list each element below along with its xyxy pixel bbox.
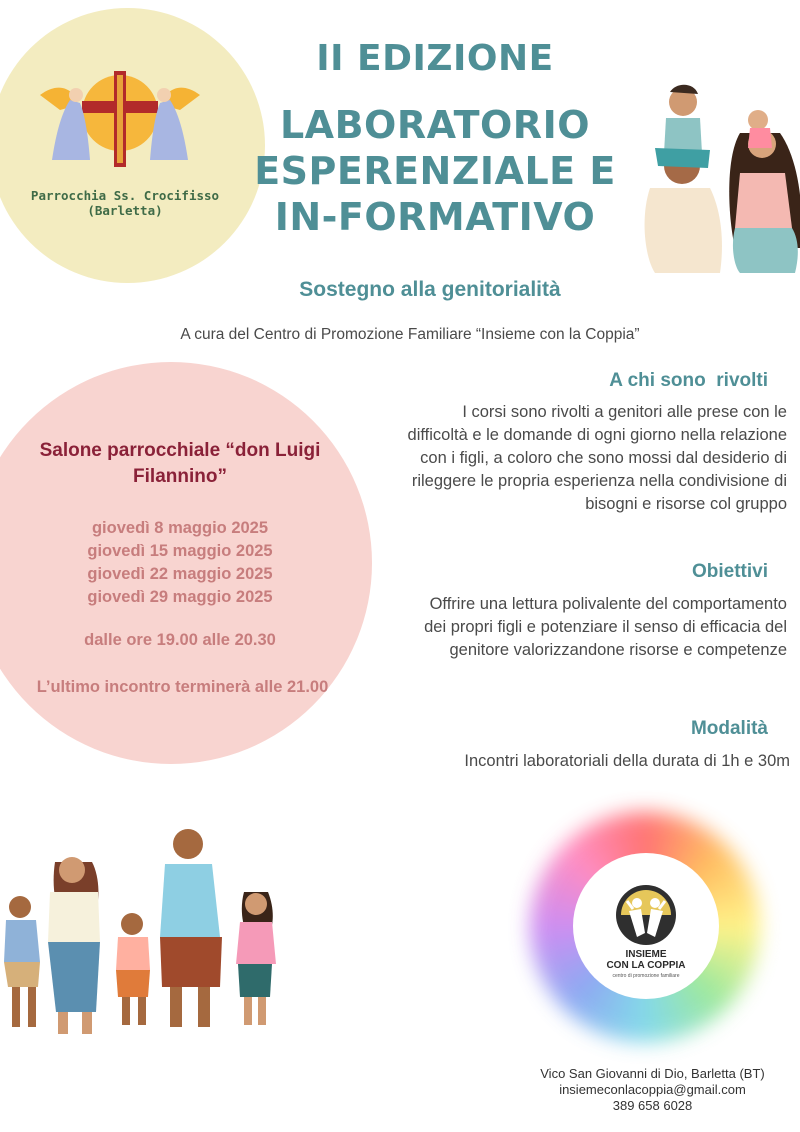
family-illustration-top bbox=[610, 78, 800, 273]
organization-name-line2: CON LA COPPIA bbox=[606, 960, 686, 971]
edition-title: II EDIZIONE bbox=[316, 38, 554, 79]
organization-tagline: centro di promozione familiare bbox=[612, 973, 680, 979]
mode-text: Incontri laboratoriali della durata di 1h e 30m bbox=[464, 752, 790, 770]
date-item: giovedì 15 maggio 2025 bbox=[87, 542, 273, 560]
organization-name-line1: INSIEME bbox=[625, 949, 667, 960]
family-illustration-bottom bbox=[0, 822, 300, 1044]
main-title-line3: IN-FORMATIVO bbox=[274, 195, 596, 239]
goals-text: Offrire una lettura polivalente del comportamento dei propri figli e potenziare il senso di efficacia del genitore valorizzandone risorse e competenze bbox=[424, 595, 787, 659]
main-title-line2: ESPERENZIALE E bbox=[254, 149, 616, 193]
people-logo-icon bbox=[613, 883, 679, 947]
date-item: giovedì 8 maggio 2025 bbox=[91, 519, 269, 537]
last-meeting-note: L’ultimo incontro terminerà alle 21.00 bbox=[36, 678, 329, 696]
curated-by: A cura del Centro di Promozione Familiare “Insieme con la Coppia” bbox=[180, 326, 640, 343]
parish-name-line2: (Barletta) bbox=[87, 203, 163, 218]
parish-name bbox=[0, 188, 250, 218]
email-link[interactable]: insiemeconlacoppia@gmail.com bbox=[559, 1082, 746, 1097]
date-item: giovedì 22 maggio 2025 bbox=[87, 565, 273, 583]
mode-heading: Modalità bbox=[690, 718, 768, 739]
subtitle: Sostegno alla genitorialità bbox=[299, 278, 561, 301]
parish-name-line1: Parrocchia Ss. Crocifisso bbox=[30, 188, 220, 203]
goals-heading: Obiettivi bbox=[691, 561, 768, 582]
contacts-block bbox=[520, 1066, 785, 1114]
event-hours: dalle ore 19.00 alle 20.30 bbox=[84, 631, 276, 649]
organization-name bbox=[583, 949, 709, 971]
phone-number[interactable]: 389 658 6028 bbox=[612, 1098, 693, 1113]
target-heading: A chi sono rivolti bbox=[609, 370, 768, 391]
event-dates bbox=[40, 517, 320, 609]
date-item: giovedì 29 maggio 2025 bbox=[87, 588, 273, 606]
venue-name: Salone parrocchiale “don Luigi Filannino” bbox=[39, 440, 321, 487]
address: Vico San Giovanni di Dio, Barletta (BT) bbox=[540, 1066, 765, 1081]
angels-cross-icon bbox=[30, 65, 210, 175]
main-title-line1: LABORATORIO bbox=[279, 103, 591, 147]
target-text: I corsi sono rivolti a genitori alle prese con le difficoltà e le domande di ogni giorno nella relazione con i figli, a coloro che sono mossi dal desiderio di rileggere le propria esperienza nella condivisione di bisogni e risorse col gruppo bbox=[407, 403, 787, 513]
